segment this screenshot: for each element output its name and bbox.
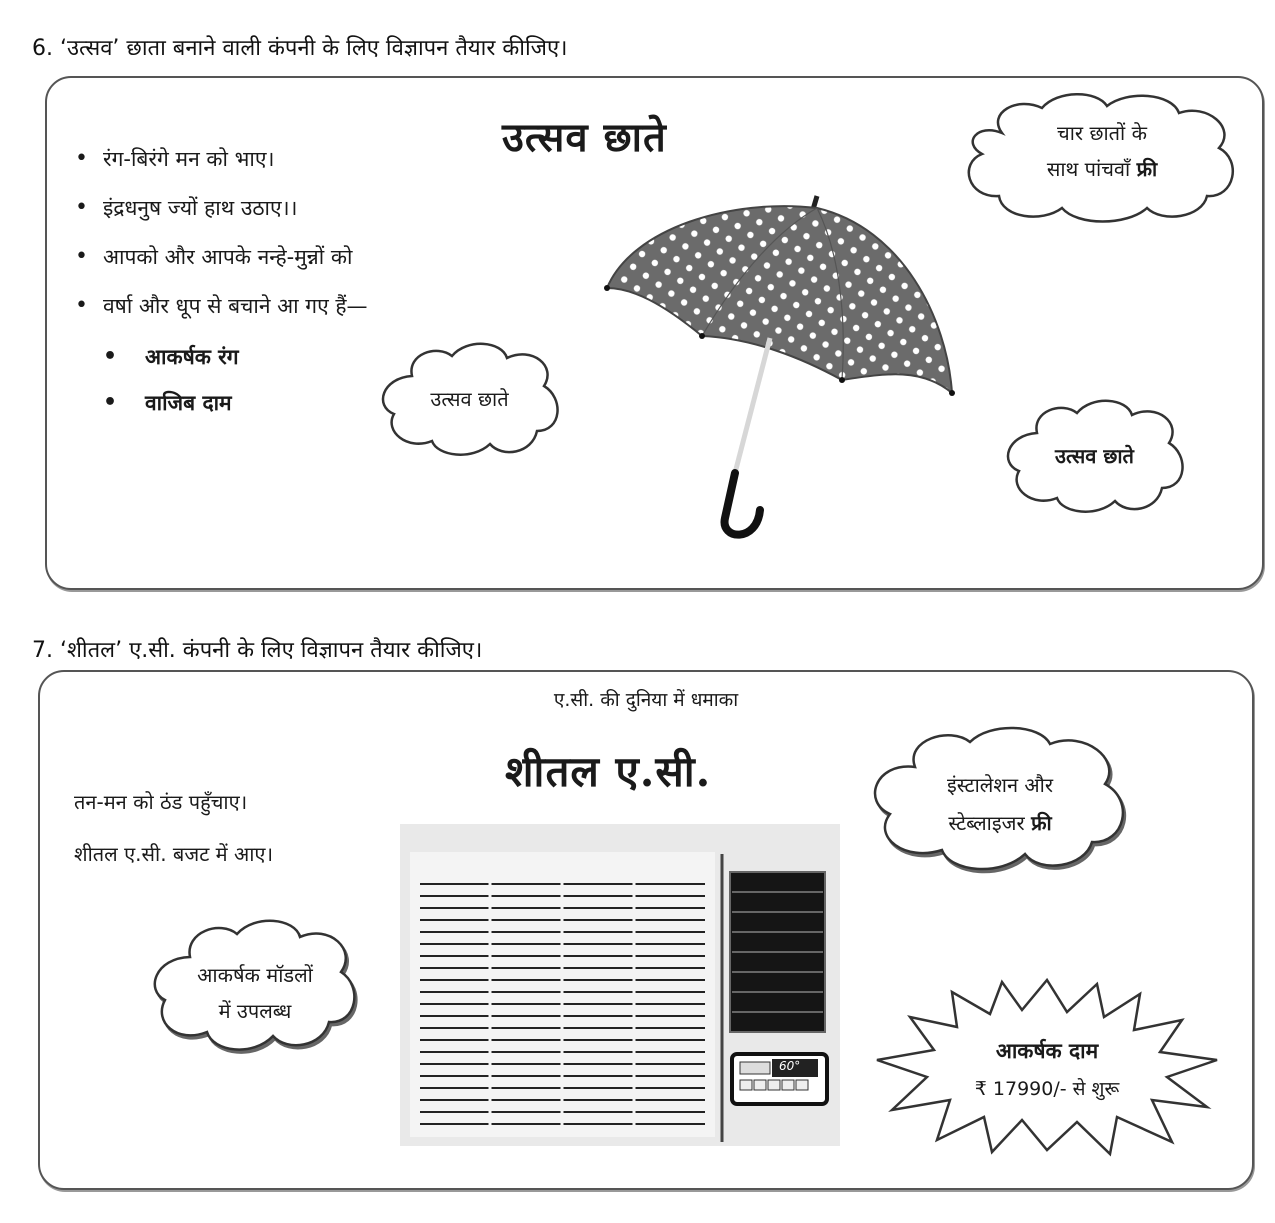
umbrella-name-cloud-center-text: उत्सव छाते xyxy=(430,387,509,411)
umbrella-name-cloud-center xyxy=(372,336,567,466)
price-starburst xyxy=(872,972,1222,1157)
cloud-icon xyxy=(860,722,1140,882)
umbrella-ad-title: उत्सव छाते xyxy=(502,114,667,161)
list-item: • रंग-बिरंगे मन को भाए। xyxy=(75,144,368,193)
ac-temperature-display: 60° xyxy=(779,1059,801,1073)
installation-cloud xyxy=(860,722,1140,882)
offer-cloud-line1: चार छातों के xyxy=(1057,121,1147,145)
ac-ad-line: शीतल ए.सी. बजट में आए। xyxy=(74,842,274,866)
offer-cloud-line2: साथ पांचवाँ xyxy=(1046,157,1131,181)
umbrella-name-cloud-right xyxy=(997,393,1192,523)
window-ac-icon xyxy=(400,824,840,1146)
ac-ad-lines xyxy=(74,776,273,880)
offer-cloud-free: फ्री xyxy=(1136,157,1158,181)
installation-cloud-line2: स्टेब्लाइजर xyxy=(948,811,1025,835)
umbrella-name-cloud-right-text: उत्सव छाते xyxy=(1055,444,1134,468)
list-item: • इंद्रधनुष ज्यों हाथ उठाए।। xyxy=(75,193,368,242)
umbrella-sub-bullet-list xyxy=(75,342,239,434)
list-item: • आपको और आपके नन्हे-मुन्नों को xyxy=(75,242,368,291)
list-item: • वर्षा और धूप से बचाने आ गए हैं— xyxy=(75,291,368,340)
ac-ad-box xyxy=(38,670,1254,1190)
installation-cloud-line1: इंस्टालेशन और xyxy=(946,773,1054,797)
ac-ad-title: शीतल ए.सी. xyxy=(505,747,712,796)
list-item: • वाजिब दाम xyxy=(75,388,239,434)
polka-dot-umbrella-icon xyxy=(602,188,962,548)
models-cloud-line2: में उपलब्ध xyxy=(218,999,292,1023)
ac-ad-line: तन-मन को ठंड पहुँचाए। xyxy=(74,790,248,814)
umbrella-ad-box xyxy=(45,76,1264,590)
installation-cloud-free: फ्री xyxy=(1031,811,1052,835)
models-cloud xyxy=(145,912,365,1062)
question-6-heading: 6. ‘उत्सव’ छाता बनाने वाली कंपनी के लिए विज्ञापन तैयार कीजिए। xyxy=(32,36,568,61)
price-burst-line1: आकर्षक दाम xyxy=(995,1039,1099,1063)
ac-ad-tagline: ए.सी. की दुनिया में धमाका xyxy=(553,689,739,711)
question-7-heading: 7. ‘शीतल’ ए.सी. कंपनी के लिए विज्ञापन तैयार कीजिए। xyxy=(32,638,483,663)
models-cloud-line1: आकर्षक मॉडलों xyxy=(197,963,313,987)
price-burst-line2: ₹ 17990/- से शुरू xyxy=(974,1078,1120,1100)
offer-cloud xyxy=(957,88,1247,228)
umbrella-bullet-list xyxy=(75,144,368,340)
list-item: • आकर्षक रंग xyxy=(75,342,239,388)
